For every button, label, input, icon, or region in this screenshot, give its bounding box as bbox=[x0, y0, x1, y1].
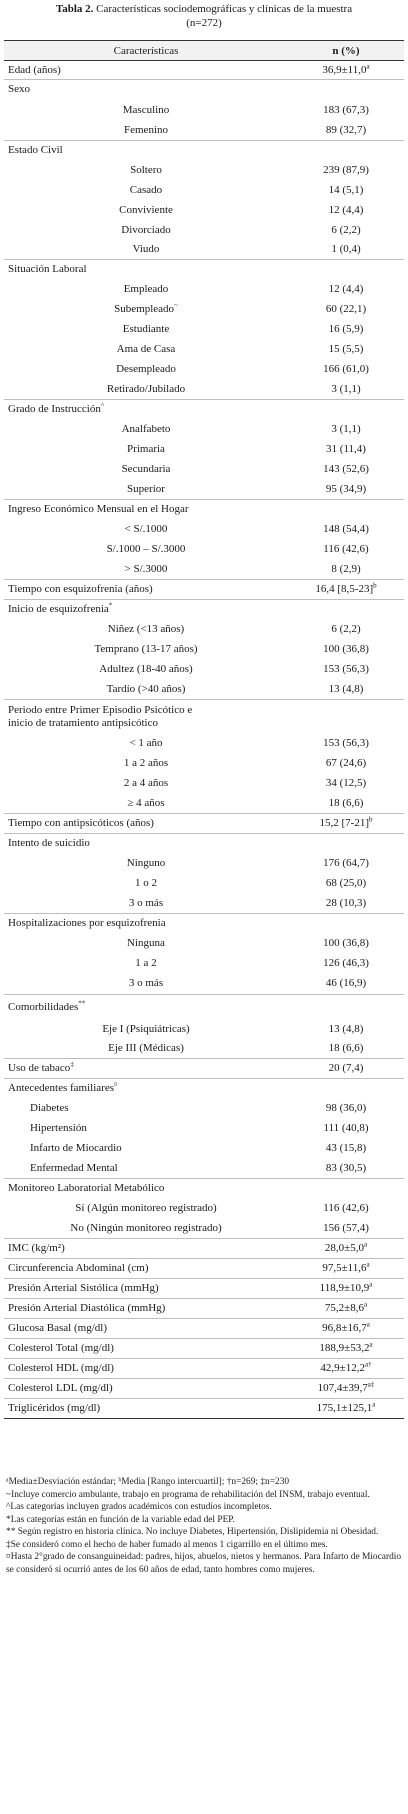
row-value: 18 (6,6) bbox=[328, 796, 364, 809]
row-value: 176 (64,7) bbox=[323, 857, 369, 869]
table-row bbox=[4, 1199, 404, 1219]
row-label: Triglicéridos (mg/dl) bbox=[4, 1399, 288, 1419]
row-value: 153 (56,3) bbox=[323, 737, 369, 749]
row-label: Viudo bbox=[132, 243, 160, 256]
row-value: 3 (1,1) bbox=[331, 382, 361, 395]
table-caption: Características sociodemográficas y clínicas de la muestra bbox=[93, 3, 353, 15]
table-row bbox=[4, 1279, 404, 1299]
row-value: 96,8±16,7$^a$ bbox=[288, 1319, 404, 1339]
table-row bbox=[4, 121, 404, 141]
row-label: Ama de Casa bbox=[116, 343, 176, 355]
characteristics-table bbox=[4, 40, 404, 1419]
row-label: Femenino bbox=[124, 123, 168, 136]
table-row bbox=[4, 241, 404, 260]
table-row bbox=[4, 1099, 404, 1119]
table-row bbox=[4, 280, 404, 300]
table-row bbox=[4, 1319, 404, 1339]
row-value: 153 (56,3) bbox=[323, 663, 369, 675]
row-value: 34 (12,5) bbox=[325, 777, 367, 789]
row-label: Glucosa Basal (mg/dl) bbox=[4, 1319, 288, 1339]
table-row bbox=[4, 1399, 404, 1419]
table-row bbox=[4, 500, 404, 520]
row-label: Diabetes bbox=[30, 1102, 69, 1114]
row-value: 100 (36,8) bbox=[323, 643, 369, 655]
row-label: 1 o 2 bbox=[135, 877, 157, 889]
table-row bbox=[4, 794, 404, 814]
table-row bbox=[4, 814, 404, 834]
row-label: Niñez (<13 años) bbox=[107, 623, 185, 635]
row-label: Intento de suicidio bbox=[4, 834, 288, 854]
row-value: 43 (15,8) bbox=[325, 1142, 367, 1154]
row-label: Secundaria bbox=[121, 463, 171, 475]
table-row bbox=[4, 1239, 404, 1259]
row-label: 3 o más bbox=[128, 977, 164, 990]
row-value: 100 (36,8) bbox=[323, 937, 369, 949]
row-label: Desempleado bbox=[116, 363, 176, 375]
row-label: Enfermedad Mental bbox=[30, 1161, 118, 1174]
row-value: 12 (4,4) bbox=[328, 204, 364, 216]
table-row bbox=[4, 734, 404, 754]
row-label: 3 o más bbox=[128, 896, 164, 909]
table-row bbox=[4, 161, 404, 181]
row-label: Empleado bbox=[123, 283, 169, 295]
row-value: 116 (42,6) bbox=[323, 543, 369, 555]
table-row bbox=[4, 1299, 404, 1319]
row-label: Colesterol HDL (mg/dl) bbox=[4, 1359, 288, 1379]
row-value: 20 (7,4) bbox=[288, 1059, 404, 1079]
row-value: 18 (6,6) bbox=[328, 1041, 364, 1054]
table-row bbox=[4, 854, 404, 874]
footnote: ᵃMedia±Desviación estándar; ᵇMedia [Rango intercuartil]; †n=269; ‡n=230 bbox=[6, 1477, 290, 1487]
row-label: Presión Arterial Diastólica (mmHg) bbox=[4, 1299, 288, 1319]
row-value: 67 (24,6) bbox=[325, 757, 367, 769]
row-label: Divorciado bbox=[121, 224, 171, 236]
table-row bbox=[4, 580, 404, 600]
row-label: Ninguna bbox=[127, 937, 165, 949]
row-label: No (Ningún monitoreo registrado) bbox=[70, 1221, 222, 1234]
row-label: Retirado/Jubilado bbox=[106, 382, 186, 395]
table-row bbox=[4, 894, 404, 914]
row-value: 6 (2,2) bbox=[331, 224, 361, 236]
table-row bbox=[4, 1339, 404, 1359]
row-label: Temprano (13-17 años) bbox=[94, 643, 198, 655]
table-row bbox=[4, 420, 404, 440]
table-row bbox=[4, 874, 404, 894]
table-row bbox=[4, 440, 404, 460]
row-value bbox=[288, 995, 404, 1021]
row-value: 14 (5,1) bbox=[328, 184, 364, 196]
row-label: Masculino bbox=[122, 103, 170, 116]
row-value: 239 (87,9) bbox=[323, 164, 369, 176]
row-label: Tiempo con antipsicóticos (años) bbox=[4, 814, 288, 834]
footnote: *Las categorías están en función de la variable edad del PEP. bbox=[6, 1514, 235, 1525]
row-label: Colesterol Total (mg/dl) bbox=[4, 1339, 288, 1359]
row-value: 13 (4,8) bbox=[328, 682, 364, 695]
row-value: 36,9±11,0$^a$ bbox=[288, 61, 404, 80]
row-value bbox=[288, 834, 404, 854]
row-value: 126 (46,3) bbox=[323, 957, 369, 969]
table-row bbox=[4, 1219, 404, 1239]
row-value: 28,0±5,0$^a$ bbox=[288, 1239, 404, 1259]
row-value: 188,9±53,2$^a$ bbox=[288, 1339, 404, 1359]
row-label: Soltero bbox=[130, 164, 162, 176]
row-value: 116 (42,6) bbox=[323, 1202, 369, 1214]
table-row bbox=[4, 80, 404, 100]
table-row bbox=[4, 754, 404, 774]
row-value: 13 (4,8) bbox=[328, 1023, 364, 1035]
table-row bbox=[4, 1359, 404, 1379]
table-row bbox=[4, 520, 404, 540]
table-row bbox=[4, 600, 404, 620]
row-label: Eje I (Psiquiátricas) bbox=[102, 1023, 190, 1035]
row-value: $107,4\pm 39,7^{a\ddagger}$ bbox=[288, 1379, 404, 1399]
table-row bbox=[4, 560, 404, 580]
table-row bbox=[4, 1159, 404, 1179]
row-label: Inicio de esquizofrenia* bbox=[4, 600, 288, 620]
table-row bbox=[4, 1259, 404, 1279]
table-row bbox=[4, 700, 404, 734]
row-label: Primaria bbox=[127, 443, 165, 455]
table-row bbox=[4, 1119, 404, 1139]
footnote: ¤Hasta 2°grado de consanguineidad: padres, hijos, abuelos, nietos y hermanos. Para Infarto de Miocardio se consideró si ocurrió antes de los 60 años de edad, tanto hombres como mujeres. bbox=[6, 1552, 402, 1575]
row-label: Casado bbox=[129, 184, 163, 196]
row-label: Adultez (18-40 años) bbox=[99, 663, 193, 675]
header-characteristics: Características bbox=[4, 41, 288, 61]
row-label: Grado de Instrucción^ bbox=[4, 400, 288, 420]
row-label: Eje III (Médicas) bbox=[108, 1041, 184, 1054]
table-row bbox=[4, 1039, 404, 1059]
table-row bbox=[4, 680, 404, 700]
row-value bbox=[288, 500, 404, 520]
row-value: 143 (52,6) bbox=[323, 463, 369, 475]
row-label: Subempleado~ bbox=[114, 301, 178, 315]
row-value: 1 (0,4) bbox=[331, 243, 361, 256]
table-body bbox=[4, 61, 404, 1419]
row-value: 60 (22,1) bbox=[325, 303, 367, 315]
table-row bbox=[4, 100, 404, 121]
row-label: S/.1000 – S/.3000 bbox=[106, 543, 186, 555]
row-label: > S/.3000 bbox=[124, 562, 168, 575]
footnote: ‡Se consideró como el hecho de haber fumado al menos 1 cigarrillo en el último mes. bbox=[6, 1539, 328, 1550]
row-label: Ingreso Económico Mensual en el Hogar bbox=[4, 500, 288, 520]
row-value: 8 (2,9) bbox=[331, 562, 361, 575]
table-row bbox=[4, 1079, 404, 1099]
row-value: 89 (32,7) bbox=[325, 123, 367, 136]
row-label: Uso de tabaco‡ bbox=[4, 1059, 288, 1079]
row-value bbox=[288, 141, 404, 161]
row-value: 46 (16,9) bbox=[325, 977, 367, 990]
row-value bbox=[288, 600, 404, 620]
table-row bbox=[4, 834, 404, 854]
row-label: Estudiante bbox=[122, 323, 170, 335]
row-label: Sexo bbox=[4, 80, 288, 100]
row-label: Situación Laboral bbox=[4, 260, 288, 280]
row-value: 6 (2,2) bbox=[331, 623, 361, 635]
table-row bbox=[4, 61, 404, 80]
row-label: Colesterol LDL (mg/dl) bbox=[4, 1379, 288, 1399]
row-value: 148 (54,4) bbox=[323, 523, 369, 535]
row-value: 16,4 $[8,5-23]^b$ bbox=[288, 580, 404, 600]
row-value: 31 (11,4) bbox=[326, 443, 366, 455]
sample-size: (n=272) bbox=[186, 17, 222, 29]
row-label: Presión Arterial Sistólica (mmHg) bbox=[4, 1279, 288, 1299]
row-value: 183 (67,3) bbox=[323, 103, 369, 116]
row-label: Infarto de Miocardio bbox=[30, 1142, 122, 1154]
row-label: Tiempo con esquizofrenia (años) bbox=[4, 580, 288, 600]
table-row bbox=[4, 1059, 404, 1079]
table-row bbox=[4, 954, 404, 974]
table-row bbox=[4, 380, 404, 400]
header-n-percent: n (%) bbox=[288, 41, 404, 61]
table-header-row bbox=[4, 41, 404, 61]
table-row bbox=[4, 480, 404, 500]
row-value bbox=[288, 400, 404, 420]
table-row bbox=[4, 1021, 404, 1039]
table-row bbox=[4, 221, 404, 241]
row-label: Conviviente bbox=[119, 204, 173, 216]
row-value: 156 (57,4) bbox=[323, 1221, 369, 1234]
footnote: ** Según registro en historia clínica. No incluye Diabetes, Hipertensión, Dislipidemia ni Obesidad. bbox=[6, 1527, 379, 1537]
row-label: Tardío (>40 años) bbox=[106, 682, 186, 695]
table-row bbox=[4, 1139, 404, 1159]
row-label: Comorbilidades** bbox=[4, 995, 288, 1021]
row-value: 12 (4,4) bbox=[328, 283, 364, 295]
table-row bbox=[4, 201, 404, 221]
row-label: IMC (kg/m²) bbox=[4, 1239, 288, 1259]
row-value: 68 (25,0) bbox=[325, 877, 367, 889]
row-label: 2 a 4 años bbox=[123, 777, 169, 789]
row-label: < 1 año bbox=[129, 737, 163, 749]
table-number: Tabla 2. bbox=[55, 3, 94, 15]
row-label: 1 a 2 años bbox=[123, 757, 169, 769]
row-value: 118,9±10,9$^a$ bbox=[288, 1279, 404, 1299]
table-row bbox=[4, 660, 404, 680]
table-row bbox=[4, 400, 404, 420]
row-value: 97,5±11,6$^a$ bbox=[288, 1259, 404, 1279]
row-value bbox=[288, 914, 404, 934]
row-value: 95 (34,9) bbox=[325, 482, 367, 495]
row-value: 175,1±125,1$^a$ bbox=[288, 1399, 404, 1419]
row-value: 75,2±8,6$^a$ bbox=[288, 1299, 404, 1319]
table-row bbox=[4, 974, 404, 995]
row-label: Analfabeto bbox=[121, 423, 171, 435]
table-footnotes bbox=[6, 1476, 402, 1576]
row-label: Hospitalizaciones por esquizofrenia bbox=[4, 914, 288, 934]
table-row bbox=[4, 181, 404, 201]
table-row bbox=[4, 1379, 404, 1399]
row-value: 111 (40,8) bbox=[323, 1122, 369, 1134]
table-row bbox=[4, 620, 404, 640]
row-value: 16 (5,9) bbox=[328, 323, 364, 335]
table-row bbox=[4, 340, 404, 360]
table-row bbox=[4, 460, 404, 480]
table-row bbox=[4, 320, 404, 340]
table-row bbox=[4, 360, 404, 380]
row-value: 28 (10,3) bbox=[325, 896, 367, 909]
row-label: Periodo entre Primer Episodio Psicótico e inicio de tratamiento antipsicótico bbox=[4, 700, 288, 734]
table-row bbox=[4, 141, 404, 161]
footnote: ^Las categorías incluyen grados académicos con estudios incompletos. bbox=[6, 1502, 272, 1512]
row-label: Hipertensión bbox=[30, 1122, 87, 1134]
row-label: Antecedentes familiares¤ bbox=[4, 1079, 288, 1099]
table-title bbox=[8, 2, 400, 30]
table-row bbox=[4, 934, 404, 954]
table-row bbox=[4, 260, 404, 280]
row-label: Ninguno bbox=[126, 857, 166, 869]
row-value bbox=[288, 700, 404, 734]
row-label: Monitoreo Laboratorial Metabólico bbox=[4, 1179, 288, 1199]
row-value: 98 (36,0) bbox=[325, 1102, 367, 1114]
row-value bbox=[288, 260, 404, 280]
table-row bbox=[4, 300, 404, 320]
row-value: 15 (5,5) bbox=[328, 343, 364, 355]
row-value: 15,2 $[7-21]^b$ bbox=[288, 814, 404, 834]
table-row bbox=[4, 995, 404, 1021]
row-label: Circunferencia Abdominal (cm) bbox=[4, 1259, 288, 1279]
table-row bbox=[4, 540, 404, 560]
row-value: 3 (1,1) bbox=[331, 423, 361, 435]
row-value: 166 (61,0) bbox=[323, 363, 369, 375]
row-value: 83 (30,5) bbox=[325, 1161, 367, 1174]
row-value bbox=[288, 1179, 404, 1199]
row-label: Sí (Algún monitoreo registrado) bbox=[75, 1202, 217, 1214]
table-row bbox=[4, 774, 404, 794]
row-label: Edad (años) bbox=[4, 61, 288, 80]
row-label: ≥ 4 años bbox=[127, 796, 165, 809]
row-label: Superior bbox=[127, 482, 165, 495]
table-row bbox=[4, 640, 404, 660]
row-value bbox=[288, 1079, 404, 1099]
row-label: Estado Civil bbox=[4, 141, 288, 161]
row-value: $42,9\pm 12,2^{a\dagger}$ bbox=[288, 1359, 404, 1379]
row-label: 1 a 2 bbox=[135, 957, 157, 969]
table-row bbox=[4, 1179, 404, 1199]
table-row bbox=[4, 914, 404, 934]
row-value bbox=[288, 80, 404, 100]
footnote: ~Incluye comercio ambulante, trabajo en programa de rehabilitación del INSM, trabajo eventual. bbox=[6, 1489, 370, 1500]
row-label: < S/.1000 bbox=[124, 523, 168, 535]
